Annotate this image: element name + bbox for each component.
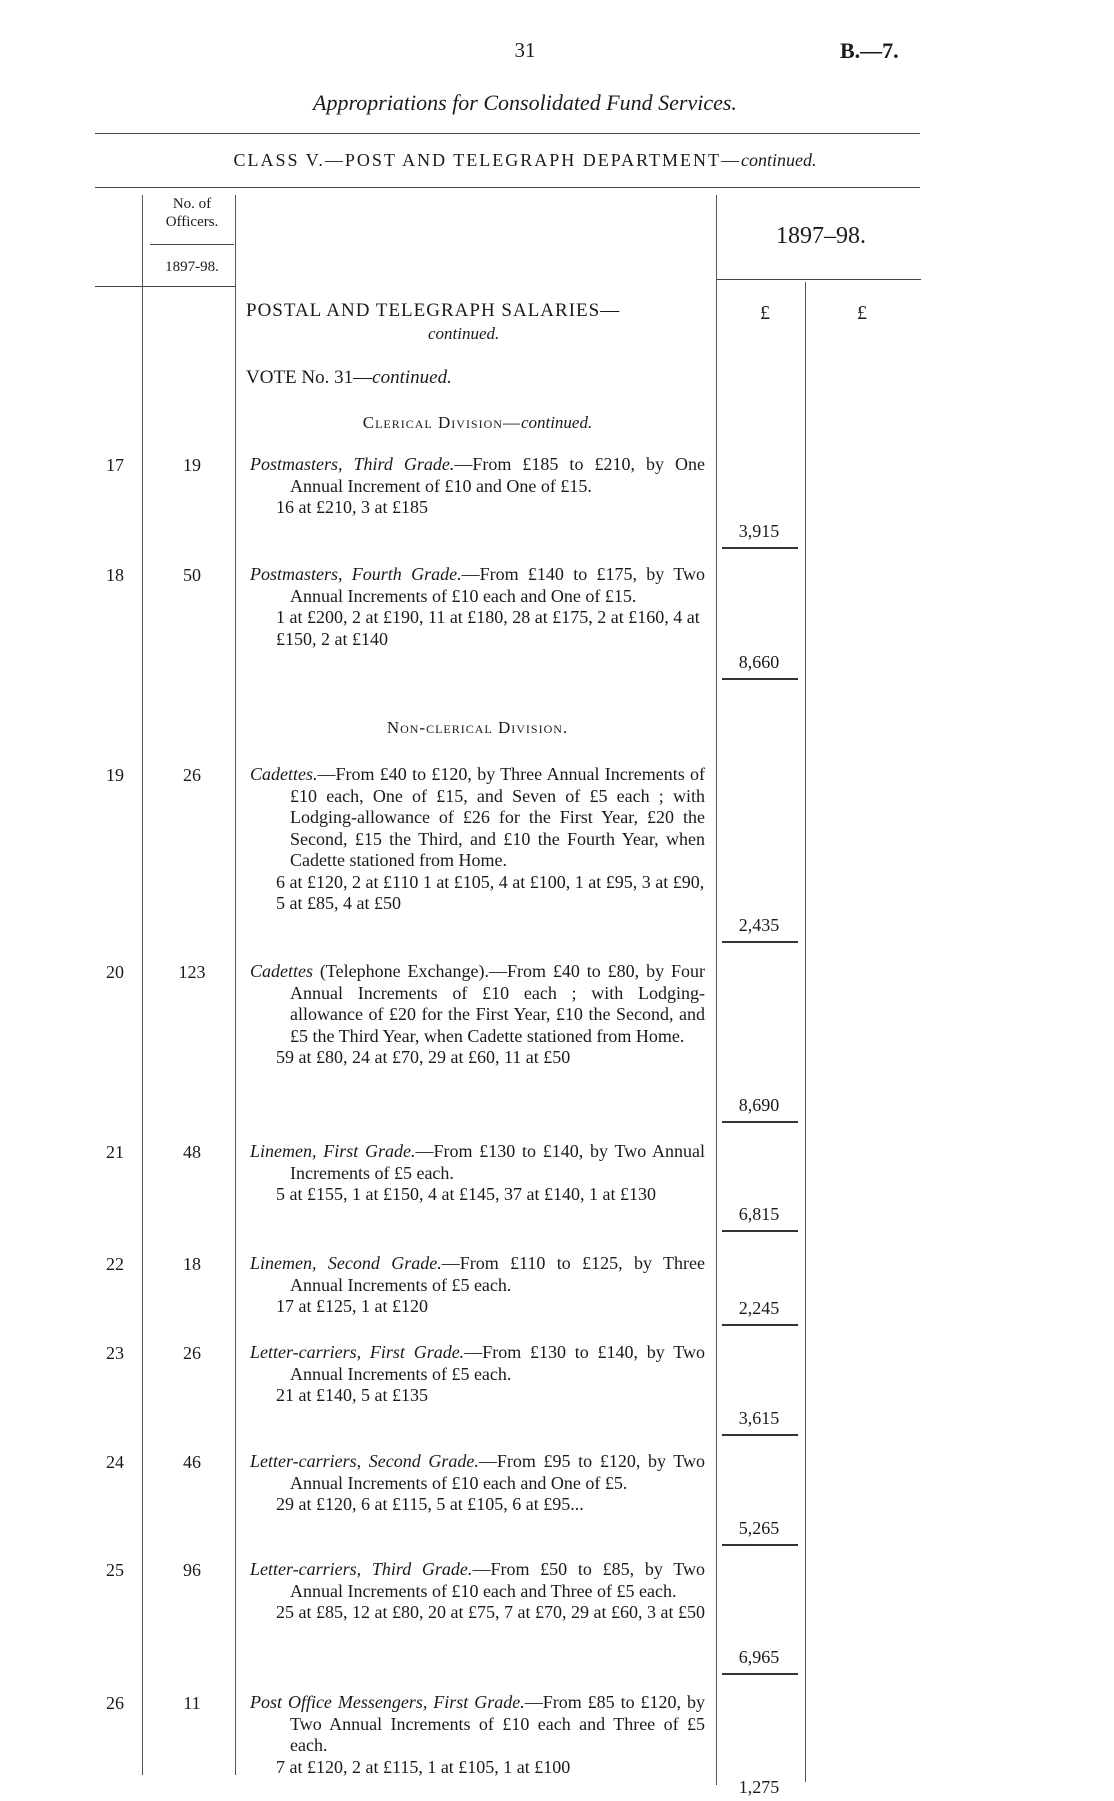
item-number: 19 — [106, 765, 124, 785]
clerical-division-heading — [250, 413, 705, 433]
entry-title: Postmasters, Third Grade. — [250, 454, 455, 474]
vote-heading-text: VOTE No. 31— — [246, 367, 373, 388]
entry-terms: —From £130 to £140, by Two Annual Increments of £5 each. — [290, 1141, 705, 1183]
officer-count: 11 — [183, 1693, 201, 1713]
officer-count: 46 — [183, 1452, 201, 1472]
amount-rule — [722, 1230, 798, 1232]
non-clerical-division-heading: Non-clerical Division. — [386, 718, 569, 737]
class-heading — [0, 150, 1050, 171]
column-rule-1 — [142, 195, 143, 1775]
entry-title: Letter-carriers, Second Grade. — [250, 1451, 479, 1471]
item-number: 20 — [106, 962, 124, 982]
entry-description — [250, 1451, 705, 1516]
entry-terms: —From £140 to £175, by Two Annual Increments of £10 each and One of £15. — [290, 564, 705, 606]
item-number: 17 — [106, 455, 124, 475]
item-number: 23 — [106, 1343, 124, 1363]
entry-breakdown: 1 at £200, 2 at £190, 11 at £180, 28 at £175, 2 at £160, 4 at £150, 2 at £140 — [276, 607, 700, 649]
item-number: 25 — [106, 1560, 124, 1580]
amount-rule — [722, 941, 798, 943]
entry-amount: 3,915 — [738, 521, 780, 541]
entry-terms: (Telephone Exchange).—From £40 to £80, by Four Annual Increments of £10 each ; with Lodging-allowance of £20 for the First Year, £10 the Second, and £5 the Third Year, when Cadette stationed from Home. — [290, 961, 705, 1046]
entry-breakdown: 5 at £155, 1 at £150, 4 at £145, 37 at £140, 1 at £130 — [276, 1184, 656, 1204]
entry-terms: —From £40 to £120, by Three Annual Increments of £10 each, One of £15, and Seven of £5 each ; with Lodging-allowance of £26 for the First Year, £20 the Second, £15 the Third, and £10 the Fourth Year, when Cadette stationed from Home. — [290, 764, 705, 870]
title-rule — [95, 133, 920, 134]
amount-rule — [722, 1324, 798, 1326]
clerical-division-continued: continued. — [520, 413, 593, 432]
entry-amount: 8,690 — [738, 1095, 780, 1115]
entry-breakdown: 21 at £140, 5 at £135 — [276, 1385, 428, 1405]
entry-terms: —From £85 to £120, by Two Annual Increments of £10 each and Three of £5 each. — [290, 1692, 705, 1755]
right-header-rule — [716, 279, 921, 280]
item-number: 22 — [106, 1254, 124, 1274]
entry-amount: 3,615 — [738, 1408, 780, 1428]
entry-terms: —From £95 to £120, by Two Annual Increments of £10 each and One of £5. — [290, 1451, 706, 1493]
entry-title: Cadettes — [250, 961, 313, 981]
entry-description — [250, 454, 705, 519]
column-rule-4 — [805, 282, 806, 1782]
pound-header-1: £ — [760, 302, 770, 324]
entry-terms: —From £130 to £140, by Two Annual Increments of £5 each. — [290, 1342, 705, 1384]
item-number: 18 — [106, 565, 124, 585]
salaries-heading: POSTAL AND TELEGRAPH SALARIES— — [246, 300, 621, 321]
vote-heading — [246, 367, 452, 389]
officers-header-rule — [150, 244, 234, 245]
entry-description — [250, 564, 705, 650]
officers-year: 1897-98. — [165, 259, 219, 275]
amount-rule — [722, 1673, 798, 1675]
entry-description — [250, 1141, 705, 1206]
entry-amount: 2,245 — [738, 1298, 780, 1318]
clerical-division-text: Clerical Division— — [362, 413, 521, 432]
page-number: 31 — [514, 38, 536, 62]
estimate-year: 1897–98. — [776, 223, 866, 249]
entry-breakdown: 25 at £85, 12 at £80, 20 at £75, 7 at £70, 29 at £60, 3 at £50 — [276, 1602, 705, 1622]
entry-description — [250, 1253, 705, 1318]
salaries-heading-continued: continued. — [428, 324, 500, 343]
column-rule-2 — [235, 195, 236, 1775]
class-heading-continued: continued. — [741, 150, 817, 170]
entry-amount: 1,275 — [738, 1777, 780, 1797]
entry-amount: 8,660 — [738, 652, 780, 672]
entry-title: Linemen, First Grade. — [250, 1141, 416, 1161]
class-heading-text: CLASS V.—POST AND TELEGRAPH DEPARTMENT— — [233, 150, 742, 170]
document-reference: B.—7. — [840, 38, 899, 63]
item-number: 26 — [106, 1693, 124, 1713]
column-rule-3 — [716, 195, 717, 1785]
officer-count: 48 — [183, 1142, 201, 1162]
entry-breakdown: 6 at £120, 2 at £110 1 at £105, 4 at £100, 1 at £95, 3 at £90, 5 at £85, 4 at £50 — [276, 871, 705, 913]
entry-description — [250, 961, 705, 1069]
class-rule — [95, 187, 920, 188]
entry-title: Post Office Messengers, First Grade. — [250, 1692, 525, 1712]
vote-heading-continued: continued. — [372, 367, 452, 388]
amount-rule — [722, 1121, 798, 1123]
officers-header: No. of Officers. — [165, 196, 219, 230]
officer-count: 19 — [183, 455, 201, 475]
officer-count: 50 — [183, 565, 201, 585]
entry-description — [250, 764, 705, 915]
entry-breakdown: 17 at £125, 1 at £120 — [276, 1296, 428, 1316]
entry-title: Postmasters, Fourth Grade. — [250, 564, 462, 584]
officer-count: 26 — [183, 1343, 201, 1363]
entry-amount: 2,435 — [738, 915, 780, 935]
officer-count: 123 — [178, 962, 206, 982]
left-header-rule — [95, 286, 235, 287]
entry-description — [250, 1692, 705, 1778]
entry-description — [250, 1559, 705, 1624]
officer-count: 96 — [183, 1560, 201, 1580]
pound-header-2: £ — [857, 302, 867, 324]
entry-title: Cadettes. — [250, 764, 318, 784]
officer-count: 26 — [183, 765, 201, 785]
amount-rule — [722, 1544, 798, 1546]
officer-count: 18 — [183, 1254, 201, 1274]
entry-breakdown: 16 at £210, 3 at £185 — [276, 497, 428, 517]
entry-breakdown: 7 at £120, 2 at £115, 1 at £105, 1 at £100 — [276, 1756, 571, 1777]
entry-terms: —From £110 to £125, by Three Annual Increments of £5 each. — [290, 1253, 706, 1295]
item-number: 24 — [106, 1452, 124, 1472]
amount-rule — [722, 678, 798, 680]
entry-title: Letter-carriers, Third Grade. — [250, 1559, 473, 1579]
entry-breakdown: 29 at £120, 6 at £115, 5 at £105, 6 at £95... — [276, 1494, 584, 1514]
page-title: Appropriations for Consolidated Fund Services. — [313, 90, 737, 115]
entry-terms: —From £50 to £85, by Two Annual Increments of £10 each and Three of £5 each. — [290, 1559, 705, 1601]
entry-terms: —From £185 to £210, by One Annual Increment of £10 and One of £15. — [290, 454, 705, 496]
entry-amount: 5,265 — [738, 1518, 780, 1538]
entry-amount: 6,965 — [738, 1647, 780, 1667]
entry-description — [250, 1342, 705, 1407]
entry-title: Letter-carriers, First Grade. — [250, 1342, 465, 1362]
amount-rule — [722, 547, 798, 549]
amount-rule — [722, 1434, 798, 1436]
entry-breakdown: 59 at £80, 24 at £70, 29 at £60, 11 at £50 — [276, 1047, 571, 1067]
item-number: 21 — [106, 1142, 124, 1162]
entry-amount: 6,815 — [738, 1204, 780, 1224]
entry-title: Linemen, Second Grade. — [250, 1253, 442, 1273]
